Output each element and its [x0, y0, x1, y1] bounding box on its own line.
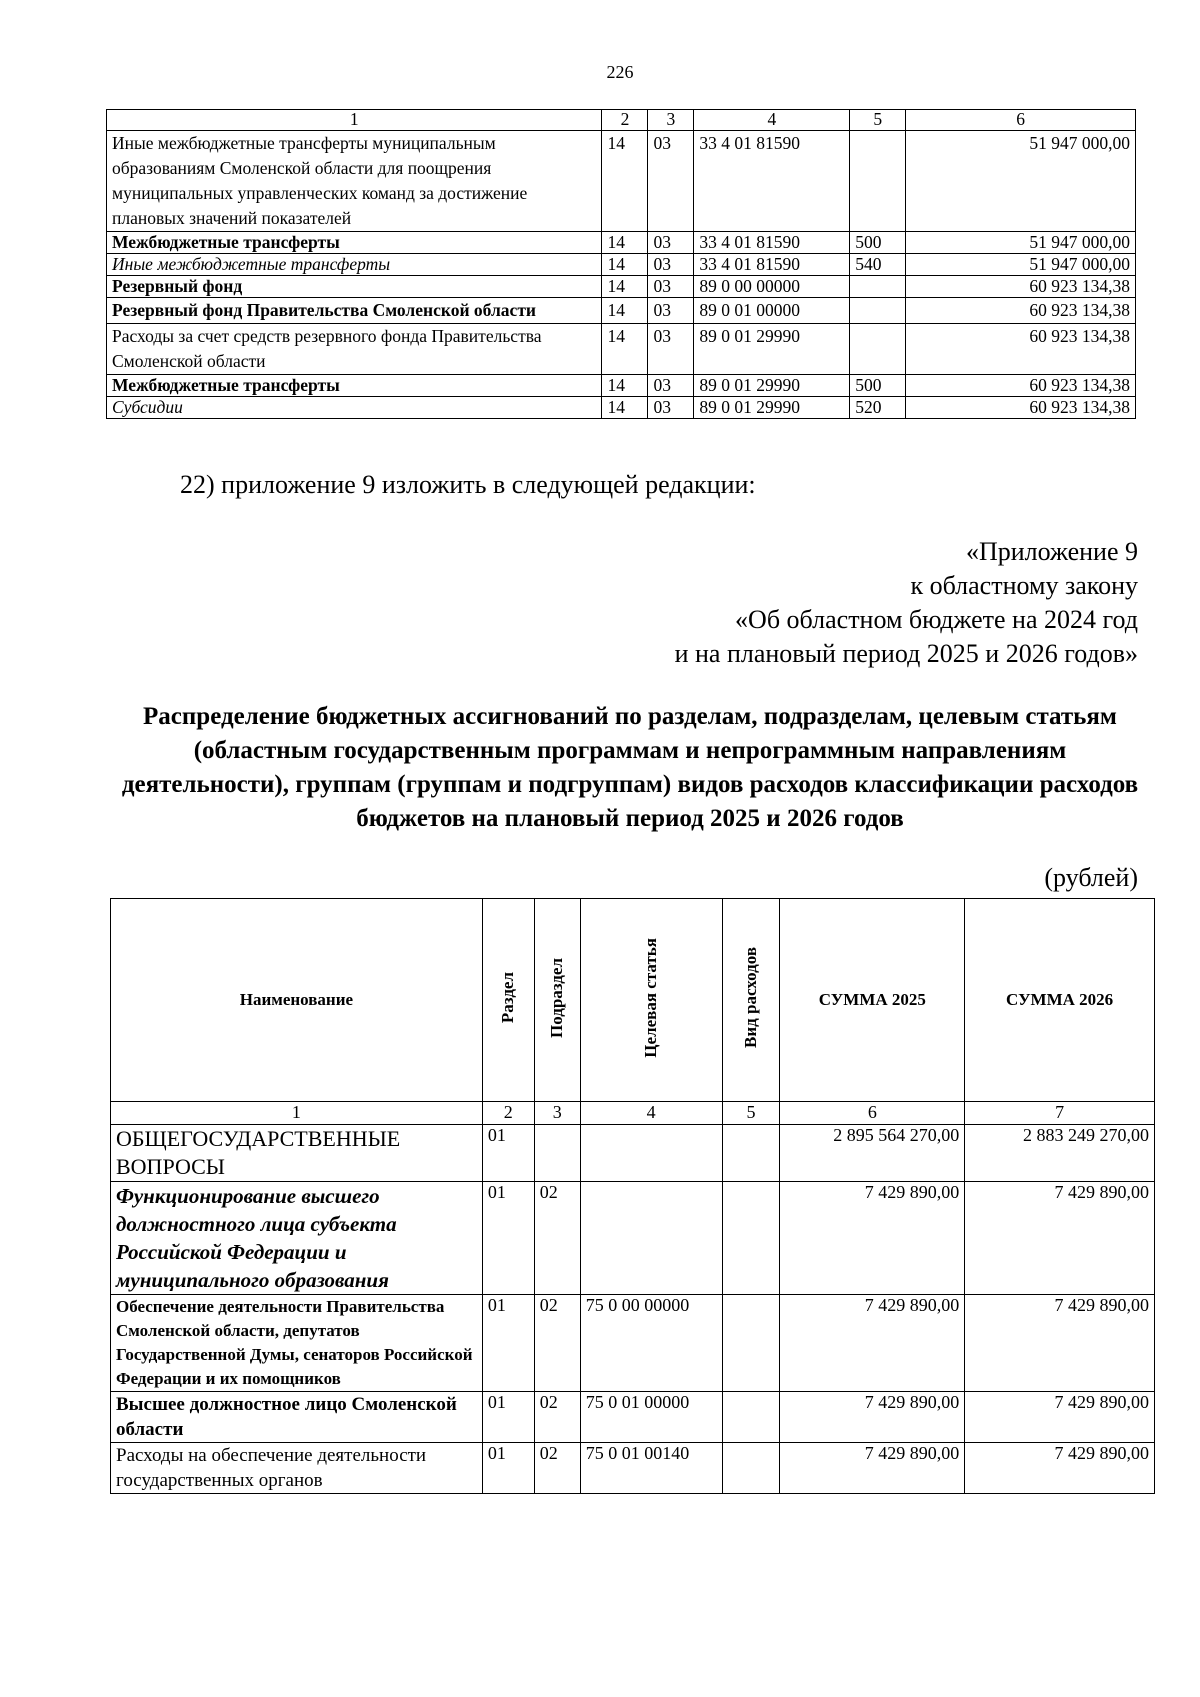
amount: 51 947 000,00 — [906, 254, 1136, 276]
appendix-line: «Приложение 9 — [965, 537, 1138, 566]
column-number: 3 — [648, 110, 694, 131]
section-code: 14 — [602, 298, 648, 324]
row-name: Функционирование высшего должностного лица субъекта Российской Федерации и муниципального образования — [111, 1182, 483, 1295]
expense-type — [722, 1295, 780, 1392]
section-code: 14 — [602, 276, 648, 298]
amount: 60 923 134,38 — [906, 298, 1136, 324]
target-article: 75 0 01 00000 — [580, 1392, 722, 1443]
row-name: Обеспечение деятельности Правительства Смоленской области, депутатов Государственной Думы, сенаторов Российской Федерации и их помощников — [111, 1295, 483, 1392]
target-article: 89 0 01 29990 — [694, 397, 850, 419]
table-row — [107, 276, 1136, 298]
budget-allocation-table — [110, 898, 1155, 1494]
column-number: 2 — [482, 1102, 534, 1125]
table-row — [107, 232, 1136, 254]
row-name: Расходы на обеспечение деятельности государственных органов — [111, 1443, 483, 1494]
subsection-code: 02 — [534, 1443, 580, 1494]
subsection-code: 03 — [648, 298, 694, 324]
subsection-code: 03 — [648, 254, 694, 276]
expense-type — [722, 1443, 780, 1494]
column-number: 5 — [722, 1102, 780, 1125]
header-section: Раздел — [482, 899, 534, 1102]
column-number-row — [111, 1102, 1155, 1125]
row-name: Резервный фонд — [107, 276, 602, 298]
subsection-code: 03 — [648, 232, 694, 254]
section-code: 14 — [602, 324, 648, 375]
expense-type: 500 — [850, 232, 906, 254]
header-sum-2026: СУММА 2026 — [965, 899, 1155, 1102]
sum-2025: 7 429 890,00 — [780, 1295, 965, 1392]
units-label: (рублей) — [1044, 863, 1138, 892]
column-number-row — [107, 110, 1136, 131]
table-row — [107, 298, 1136, 324]
subsection-code: 02 — [534, 1295, 580, 1392]
section-code: 14 — [602, 254, 648, 276]
target-article: 33 4 01 81590 — [694, 254, 850, 276]
table-row — [111, 1392, 1155, 1443]
column-number: 1 — [111, 1102, 483, 1125]
section-code: 14 — [602, 397, 648, 419]
column-number: 3 — [534, 1102, 580, 1125]
expense-type — [850, 324, 906, 375]
target-article — [580, 1182, 722, 1295]
target-article: 75 0 01 00140 — [580, 1443, 722, 1494]
column-number: 6 — [780, 1102, 965, 1125]
item-22-paragraph: 22) приложение 9 изложить в следующей редакции: — [180, 470, 756, 499]
appendix-reference — [438, 535, 1138, 671]
header-name: Наименование — [111, 899, 483, 1102]
appendix-line: и на плановый период 2025 и 2026 годов» — [674, 639, 1138, 668]
target-article: 89 0 01 29990 — [694, 375, 850, 397]
sum-2026: 7 429 890,00 — [965, 1443, 1155, 1494]
row-name: Иные межбюджетные трансферты — [107, 254, 602, 276]
table-row — [111, 1182, 1155, 1295]
column-number: 6 — [906, 110, 1136, 131]
subsection-code: 03 — [648, 131, 694, 232]
appendix-line: к областному закону — [910, 571, 1138, 600]
subsection-code: 02 — [534, 1392, 580, 1443]
budget-table-continued — [106, 109, 1136, 419]
amount: 60 923 134,38 — [906, 276, 1136, 298]
subsection-code: 03 — [648, 324, 694, 375]
expense-type: 520 — [850, 397, 906, 419]
column-number: 2 — [602, 110, 648, 131]
column-number: 1 — [107, 110, 602, 131]
section-code: 01 — [482, 1125, 534, 1182]
expense-type: 540 — [850, 254, 906, 276]
sum-2025: 7 429 890,00 — [780, 1182, 965, 1295]
sum-2025: 7 429 890,00 — [780, 1443, 965, 1494]
header-subsection: Подраздел — [534, 899, 580, 1102]
target-article: 89 0 00 00000 — [694, 276, 850, 298]
section-code: 01 — [482, 1392, 534, 1443]
target-article: 33 4 01 81590 — [694, 131, 850, 232]
section-code: 14 — [602, 375, 648, 397]
amount: 51 947 000,00 — [906, 232, 1136, 254]
expense-type — [722, 1392, 780, 1443]
expense-type — [722, 1125, 780, 1182]
table-row — [111, 1295, 1155, 1392]
column-number: 4 — [580, 1102, 722, 1125]
row-name: ОБЩЕГОСУДАРСТВЕННЫЕ ВОПРОСЫ — [111, 1125, 483, 1182]
page-number: 226 — [606, 62, 634, 82]
section-code: 14 — [602, 131, 648, 232]
row-name: Иные межбюджетные трансферты муниципальным образованиям Смоленской области для поощрения муниципальных управленческих команд за достижение плановых значений показателей — [107, 131, 602, 232]
appendix-line: «Об областном бюджете на 2024 год — [735, 605, 1138, 634]
target-article: 75 0 00 00000 — [580, 1295, 722, 1392]
target-article: 33 4 01 81590 — [694, 232, 850, 254]
section-code: 01 — [482, 1182, 534, 1295]
table-row — [107, 397, 1136, 419]
row-name: Резервный фонд Правительства Смоленской области — [107, 298, 602, 324]
expense-type: 500 — [850, 375, 906, 397]
amount: 60 923 134,38 — [906, 324, 1136, 375]
document-title: Распределение бюджетных ассигнований по разделам, подразделам, целевым статьям (областным государственным программам и непрограммным направлениям деятельности), группам (группам и подгруппам) видов расходов классификации расходов бюджетов на плановый период 2025 и 2026 годов — [121, 703, 1139, 832]
table-row — [107, 131, 1136, 232]
sum-2026: 7 429 890,00 — [965, 1392, 1155, 1443]
target-article — [580, 1125, 722, 1182]
column-number: 7 — [965, 1102, 1155, 1125]
row-name: Межбюджетные трансферты — [107, 232, 602, 254]
row-name: Высшее должностное лицо Смоленской области — [111, 1392, 483, 1443]
header-target-article: Целевая статья — [580, 899, 722, 1102]
expense-type — [850, 276, 906, 298]
section-code: 01 — [482, 1443, 534, 1494]
table-header-row — [111, 899, 1155, 1102]
table-row — [111, 1443, 1155, 1494]
column-number: 5 — [850, 110, 906, 131]
target-article: 89 0 01 00000 — [694, 298, 850, 324]
table-row — [111, 1125, 1155, 1182]
header-expense-type: Вид расходов — [722, 899, 780, 1102]
amount: 60 923 134,38 — [906, 375, 1136, 397]
expense-type — [850, 131, 906, 232]
section-code: 14 — [602, 232, 648, 254]
amount: 60 923 134,38 — [906, 397, 1136, 419]
sum-2025: 7 429 890,00 — [780, 1392, 965, 1443]
subsection-code: 02 — [534, 1182, 580, 1295]
section-code: 01 — [482, 1295, 534, 1392]
target-article: 89 0 01 29990 — [694, 324, 850, 375]
subsection-code: 03 — [648, 397, 694, 419]
header-sum-2025: СУММА 2025 — [780, 899, 965, 1102]
subsection-code: 03 — [648, 276, 694, 298]
sum-2026: 7 429 890,00 — [965, 1182, 1155, 1295]
sum-2025: 2 895 564 270,00 — [780, 1125, 965, 1182]
table-row — [107, 254, 1136, 276]
row-name: Межбюджетные трансферты — [107, 375, 602, 397]
table-row — [107, 375, 1136, 397]
expense-type — [722, 1182, 780, 1295]
sum-2026: 7 429 890,00 — [965, 1295, 1155, 1392]
expense-type — [850, 298, 906, 324]
column-number: 4 — [694, 110, 850, 131]
sum-2026: 2 883 249 270,00 — [965, 1125, 1155, 1182]
subsection-code: 03 — [648, 375, 694, 397]
row-name: Субсидии — [107, 397, 602, 419]
row-name: Расходы за счет средств резервного фонда Правительства Смоленской области — [107, 324, 602, 375]
subsection-code — [534, 1125, 580, 1182]
amount: 51 947 000,00 — [906, 131, 1136, 232]
table-row — [107, 324, 1136, 375]
